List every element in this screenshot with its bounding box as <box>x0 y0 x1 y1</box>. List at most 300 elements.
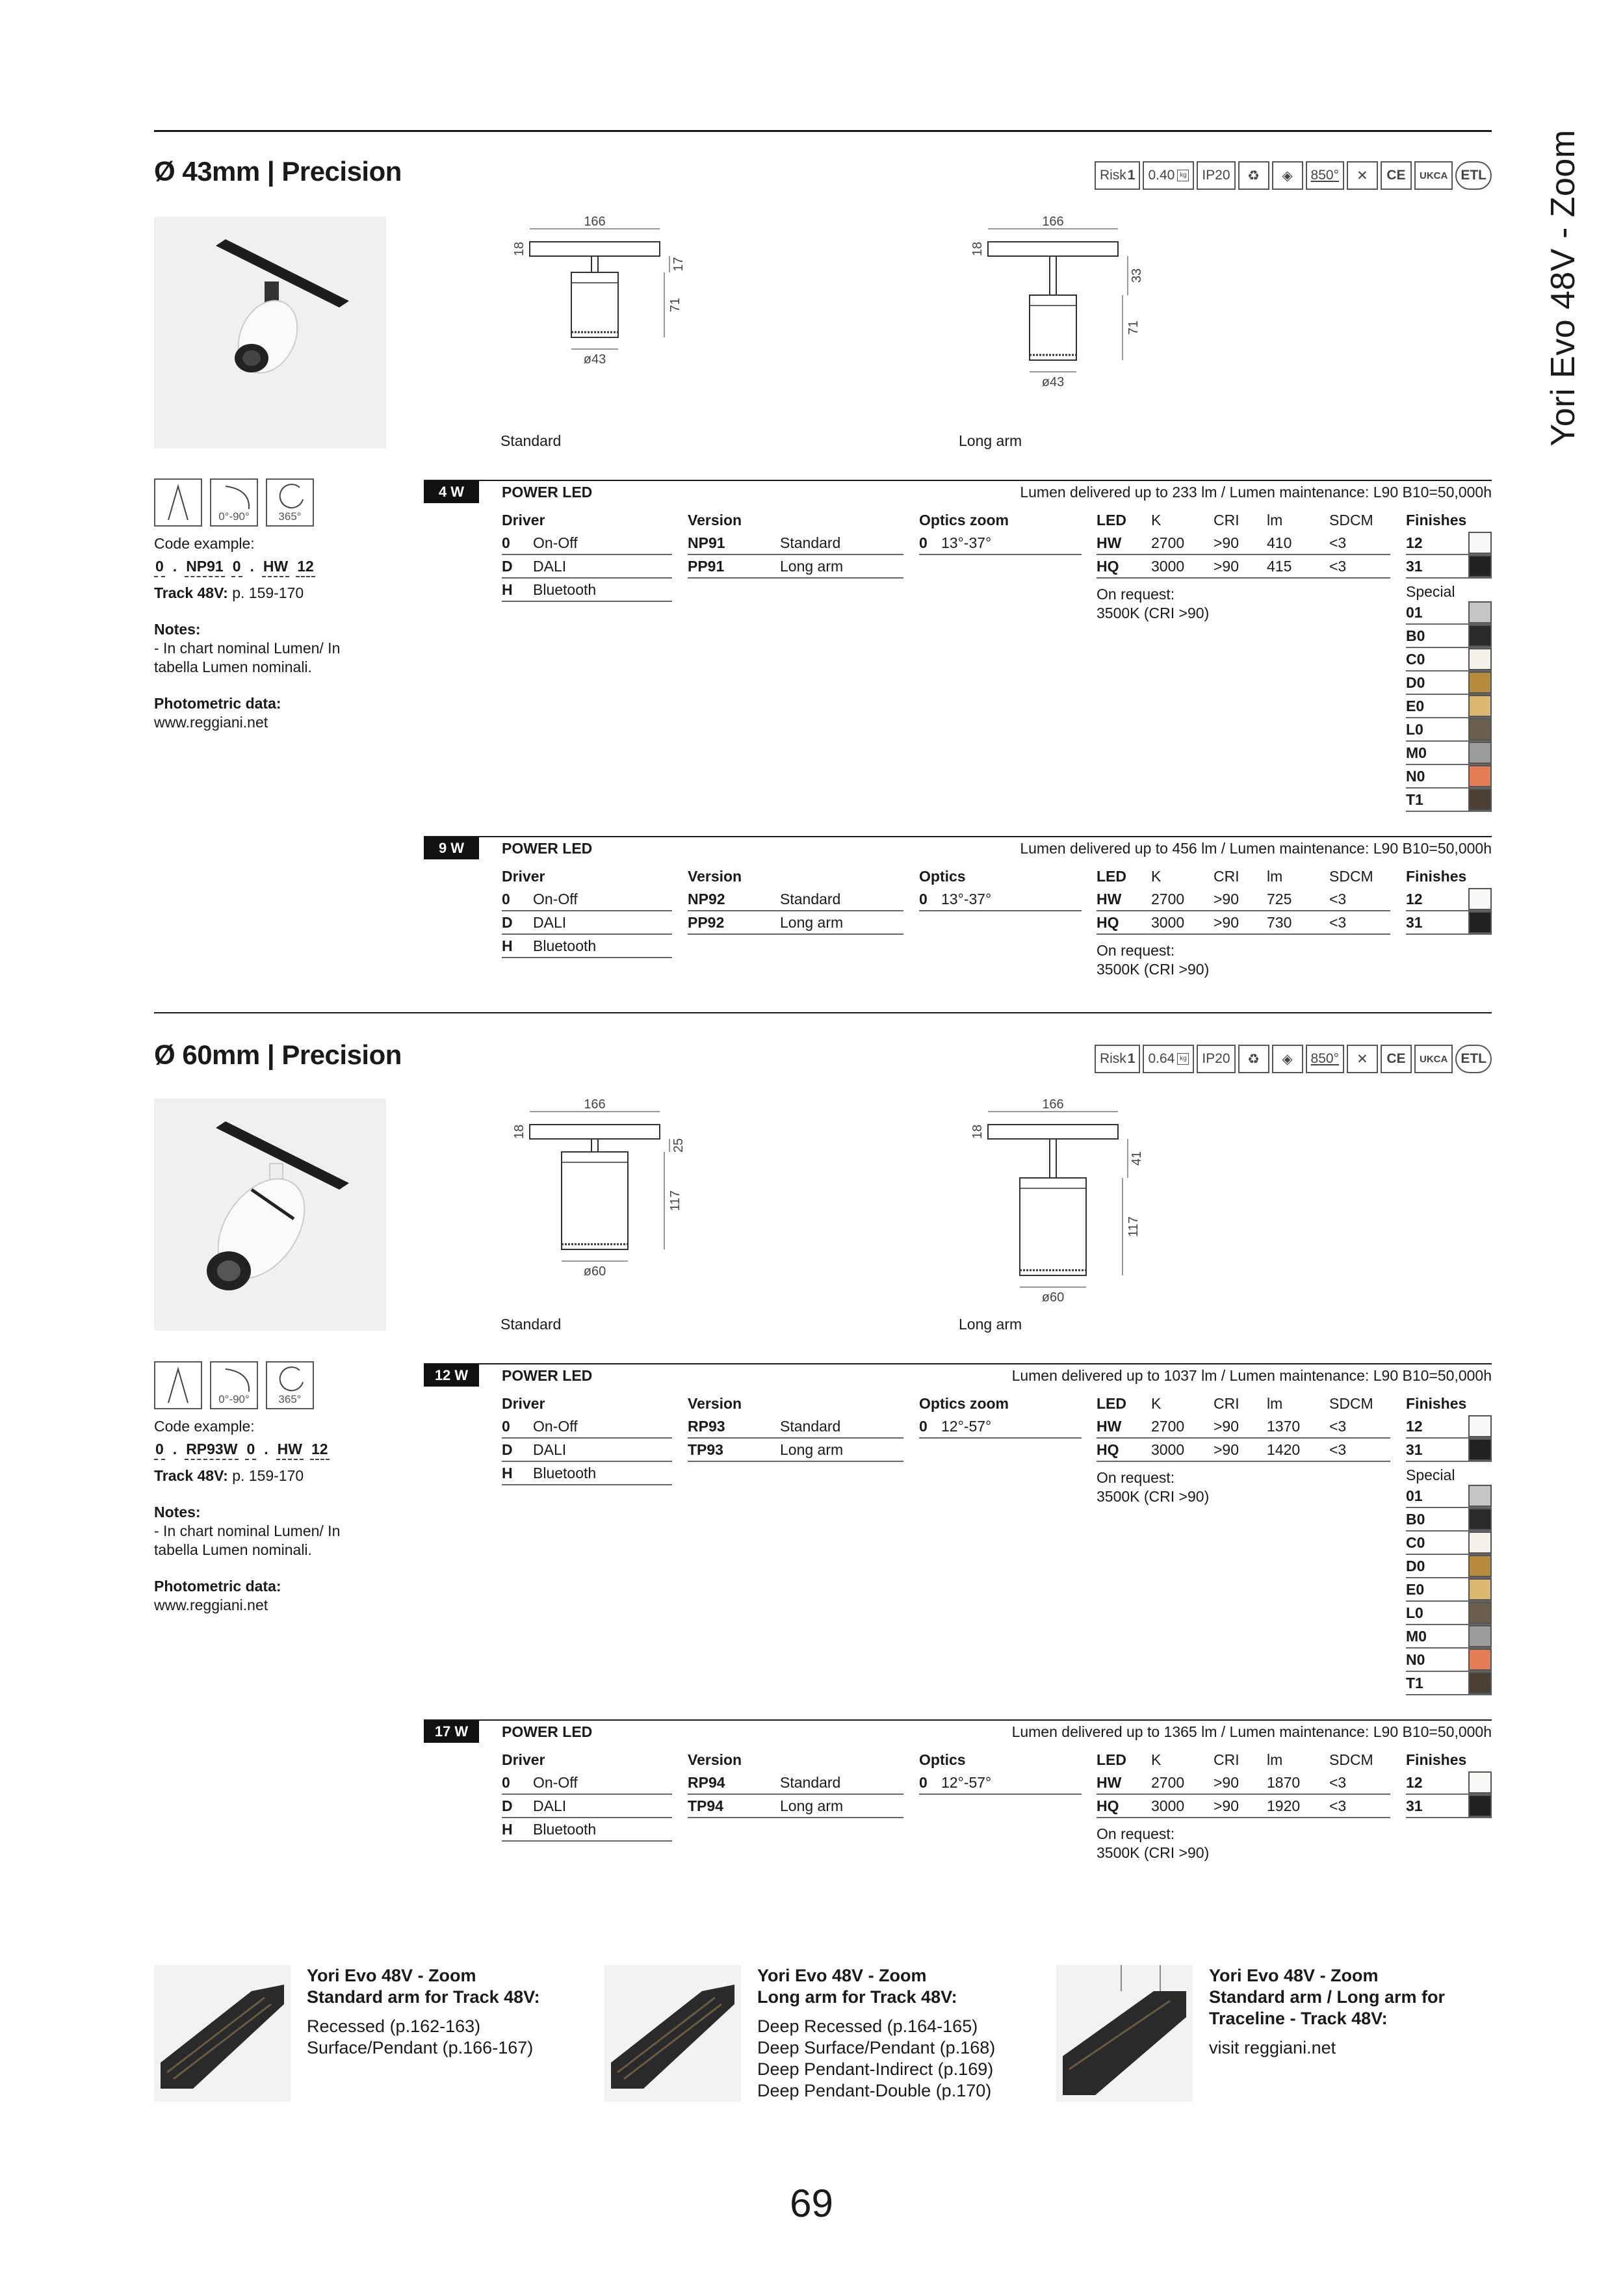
power-label: POWER LED <box>502 484 593 501</box>
special-finish-row <box>1406 672 1492 695</box>
led-cell: 1420 <box>1267 1441 1301 1458</box>
on-request-value: 3500K (CRI >90) <box>1097 1488 1210 1505</box>
driver-name: On-Off <box>533 534 578 551</box>
related-line: visit reggiani.net <box>1209 2038 1336 2057</box>
version-name: Long arm <box>780 1441 844 1458</box>
finish-row <box>1406 888 1492 911</box>
related-subtitle: Standard arm / Long arm for Traceline - Track 48V: <box>1209 1987 1446 2028</box>
recycle-icon: ♻ <box>1238 1045 1269 1073</box>
finish-code: E0 <box>1406 1581 1425 1598</box>
code-part: RP93W <box>185 1440 239 1460</box>
ip-badge: IP20 <box>1197 161 1235 190</box>
related-title: Yori Evo 48V - Zoom <box>757 1966 927 1985</box>
feature-symbols <box>154 478 314 527</box>
version-row <box>688 888 903 911</box>
finish-swatch <box>1468 555 1492 577</box>
optics-row <box>919 532 1082 555</box>
finish-swatch <box>1468 1602 1492 1624</box>
product-photo <box>154 216 386 449</box>
led-cell: 3000 <box>1151 914 1185 931</box>
version-name: Standard <box>780 1774 841 1791</box>
led-header-cell: CRI <box>1214 1395 1240 1412</box>
driver-row <box>502 1462 672 1485</box>
tilt-icon <box>210 478 258 527</box>
led-header-cell: LED <box>1097 1395 1126 1412</box>
dim-width: 166 <box>584 215 606 229</box>
driver-name: Bluetooth <box>533 1465 597 1481</box>
beam-icon <box>154 1361 202 1409</box>
finish-code: 01 <box>1406 1487 1423 1504</box>
led-header-cell: lm <box>1267 512 1283 528</box>
code-part: HW <box>262 557 289 577</box>
optics-column <box>919 508 1082 555</box>
version-code: RP94 <box>688 1774 725 1791</box>
led-cell: >90 <box>1214 914 1240 931</box>
special-label: Special <box>1406 583 1455 600</box>
led-cell: >90 <box>1214 891 1240 907</box>
driver-header: Driver <box>502 512 545 528</box>
power-band <box>424 480 1492 501</box>
version-code: PP92 <box>688 914 725 931</box>
related-text <box>1209 1965 1508 2059</box>
top-rule <box>154 130 1492 132</box>
driver-code: D <box>502 1797 513 1814</box>
driver-header: Driver <box>502 868 545 885</box>
special-finish-row <box>1406 1485 1492 1508</box>
driver-row <box>502 579 672 602</box>
finish-row <box>1406 555 1492 579</box>
driver-row <box>502 1771 672 1795</box>
risk-label: Risk <box>1099 168 1126 183</box>
version-name: Long arm <box>780 914 844 931</box>
no-insulation-icon: ✕ <box>1347 1045 1378 1073</box>
wattage-badge: 17 W <box>424 1721 479 1743</box>
driver-code: 0 <box>502 891 510 907</box>
finish-swatch <box>1468 625 1492 647</box>
led-cell: 3000 <box>1151 1441 1185 1458</box>
led-cell: 410 <box>1267 534 1292 551</box>
driver-name: DALI <box>533 558 567 575</box>
ce-mark: CE <box>1381 1045 1412 1073</box>
version-header: Version <box>688 512 742 528</box>
finish-code: 01 <box>1406 604 1423 621</box>
optics-angle: 12°-57° <box>941 1418 992 1435</box>
track-ref <box>154 584 375 603</box>
finish-row <box>1406 911 1492 935</box>
code-part: NP91 <box>185 557 225 577</box>
dim-diameter: ø60 <box>1041 1290 1065 1305</box>
driver-code: 0 <box>502 1774 510 1791</box>
version-row <box>688 532 903 555</box>
led-cell: <3 <box>1329 558 1347 575</box>
on-request-label: On request: <box>1097 586 1175 603</box>
finish-code: T1 <box>1406 1675 1423 1691</box>
led-cell: 2700 <box>1151 534 1185 551</box>
special-finish-row <box>1406 1625 1492 1649</box>
dim-arm: 25 <box>671 1138 686 1153</box>
on-request-value: 3500K (CRI >90) <box>1097 961 1210 978</box>
track-thumbnail <box>154 1965 291 2102</box>
weight-badge <box>1143 1045 1194 1073</box>
photometric-label: Photometric data: <box>154 695 281 712</box>
version-column <box>688 1392 903 1462</box>
finishes-header: Finishes <box>1406 512 1467 528</box>
dim-arm: 17 <box>671 257 686 272</box>
led-cell: <3 <box>1329 891 1347 907</box>
version-code: NP91 <box>688 534 725 551</box>
power-band <box>424 1719 1492 1740</box>
related-subtitle: Standard arm for Track 48V: <box>307 1987 540 2007</box>
notes-text: - In chart nominal Lumen/ In tabella Lumen nominali. <box>154 640 341 675</box>
optics-header: Optics zoom <box>919 1395 1009 1412</box>
dim-head: 18 <box>970 241 985 257</box>
risk-label: Risk <box>1099 1051 1126 1066</box>
optics-column <box>919 865 1082 911</box>
on-request-label: On request: <box>1097 1469 1175 1486</box>
ukca-mark: UKCA <box>1414 1045 1453 1073</box>
code-example <box>154 1440 375 1460</box>
track-thumbnail <box>604 1965 741 2102</box>
related-line: Deep Pendant-Indirect (p.169) <box>757 2059 994 2079</box>
finish-code: 12 <box>1406 534 1423 551</box>
finish-code: B0 <box>1406 627 1425 644</box>
feature-symbols <box>154 1361 314 1409</box>
finish-swatch <box>1468 1508 1492 1530</box>
rotate-caption: 365° <box>278 510 302 523</box>
related-title: Yori Evo 48V - Zoom <box>307 1966 476 1985</box>
version-name: Long arm <box>780 558 844 575</box>
driver-row <box>502 532 672 555</box>
dim-arm: 41 <box>1130 1151 1144 1166</box>
code-example <box>154 557 375 577</box>
track-label: Track 48V: <box>154 1467 228 1484</box>
section-title: Ø 60mm | Precision <box>154 1039 402 1070</box>
drawing-caption: Long arm <box>959 1316 1022 1333</box>
finish-swatch <box>1468 1415 1492 1437</box>
led-header-cell: LED <box>1097 512 1126 528</box>
track-pages: p. 159-170 <box>232 1467 304 1484</box>
weight-value: 0.64 <box>1148 1051 1175 1066</box>
driver-name: DALI <box>533 1797 567 1814</box>
weight-value: 0.40 <box>1148 168 1175 183</box>
finish-code: B0 <box>1406 1511 1425 1528</box>
led-cell: HQ <box>1097 1797 1119 1814</box>
related-product-2 <box>604 1965 1053 2121</box>
notes-label: Notes: <box>154 621 201 638</box>
code-part: 0 <box>231 557 242 577</box>
dim-head: 18 <box>512 1124 526 1140</box>
version-row <box>688 1771 903 1795</box>
special-finish-row <box>1406 601 1492 625</box>
led-row <box>1097 1415 1390 1439</box>
certification-badges <box>1095 161 1492 190</box>
led-cell: 725 <box>1267 891 1292 907</box>
led-cell: >90 <box>1214 1774 1240 1791</box>
driver-column <box>502 508 672 602</box>
version-header: Version <box>688 1751 742 1768</box>
power-band <box>424 836 1492 857</box>
led-column <box>1097 508 1390 623</box>
optics-angle: 12°-57° <box>941 1774 992 1791</box>
version-code: NP92 <box>688 891 725 907</box>
special-finish-row <box>1406 695 1492 718</box>
optics-code: 0 <box>919 891 928 907</box>
led-header-cell: SDCM <box>1329 1751 1373 1768</box>
special-finish-row <box>1406 765 1492 789</box>
related-product-3 <box>1056 1965 1505 2121</box>
led-cell: HW <box>1097 1774 1122 1791</box>
optics-row <box>919 888 1082 911</box>
related-line: Deep Pendant-Double (p.170) <box>757 2081 992 2100</box>
driver-row <box>502 1818 672 1842</box>
ip-badge: IP20 <box>1197 1045 1235 1073</box>
dim-width: 166 <box>1042 215 1064 229</box>
led-header-cell: K <box>1151 1751 1162 1768</box>
optics-row <box>919 1771 1082 1795</box>
led-header-cell: SDCM <box>1329 512 1373 528</box>
version-column <box>688 508 903 579</box>
finish-code: T1 <box>1406 791 1423 808</box>
finishes-header: Finishes <box>1406 1395 1467 1412</box>
track-ref <box>154 1467 375 1485</box>
led-header-row <box>1097 865 1390 888</box>
version-header: Version <box>688 1395 742 1412</box>
code-example-label: Code example: <box>154 535 255 552</box>
on-request-value: 3500K (CRI >90) <box>1097 605 1210 621</box>
ce-mark: CE <box>1381 161 1412 190</box>
finishes-header: Finishes <box>1406 868 1467 885</box>
risk-badge <box>1095 161 1141 190</box>
technical-drawing-standard <box>494 1091 689 1279</box>
weight-icon: kg <box>1177 1053 1189 1065</box>
finish-code: M0 <box>1406 1628 1427 1645</box>
glow-wire-badge: 850° <box>1306 1045 1344 1073</box>
led-header-row <box>1097 508 1390 532</box>
driver-header: Driver <box>502 1751 545 1768</box>
version-header: Version <box>688 868 742 885</box>
driver-name: On-Off <box>533 1418 578 1435</box>
related-product-1 <box>154 1965 603 2121</box>
led-cell: <3 <box>1329 1797 1347 1814</box>
led-row <box>1097 532 1390 555</box>
driver-name: DALI <box>533 1441 567 1458</box>
led-row <box>1097 1795 1390 1818</box>
version-name: Standard <box>780 534 841 551</box>
dim-body: 71 <box>1126 320 1141 335</box>
special-label: Special <box>1406 1467 1455 1483</box>
dim-body: 117 <box>668 1190 682 1211</box>
finish-code: 31 <box>1406 558 1423 575</box>
led-cell: <3 <box>1329 1418 1347 1435</box>
finish-code: L0 <box>1406 721 1423 738</box>
dim-width: 166 <box>1042 1097 1064 1112</box>
driver-code: H <box>502 937 513 954</box>
finish-swatch <box>1468 718 1492 740</box>
driver-column <box>502 1392 672 1485</box>
driver-code: D <box>502 914 513 931</box>
related-line: Deep Surface/Pendant (p.168) <box>757 2038 996 2057</box>
power-label: POWER LED <box>502 1723 593 1740</box>
lumen-info: Lumen delivered up to 233 lm / Lumen maintenance: L90 B10=50,000h <box>1020 484 1492 501</box>
driver-column <box>502 1748 672 1842</box>
led-cell: <3 <box>1329 1774 1347 1791</box>
finish-swatch <box>1468 911 1492 933</box>
no-insulation-icon: ✕ <box>1347 161 1378 190</box>
driver-code: H <box>502 1821 513 1838</box>
version-code: TP93 <box>688 1441 723 1458</box>
driver-row <box>502 555 672 579</box>
finish-swatch <box>1468 1439 1492 1461</box>
optics-code: 0 <box>919 534 928 551</box>
optics-column <box>919 1748 1082 1795</box>
code-part: . <box>264 1441 268 1457</box>
led-column <box>1097 1392 1390 1506</box>
related-line: Surface/Pendant (p.166-167) <box>307 2038 534 2057</box>
special-finish-row <box>1406 1578 1492 1602</box>
special-finish-row <box>1406 1649 1492 1672</box>
optics-angle: 13°-37° <box>941 891 992 907</box>
side-info <box>154 534 375 732</box>
etl-mark: ETL <box>1455 1045 1492 1073</box>
led-header-cell: SDCM <box>1329 868 1373 885</box>
led-header-cell: K <box>1151 1395 1162 1412</box>
optics-code: 0 <box>919 1774 928 1791</box>
special-finish-row <box>1406 1508 1492 1532</box>
section-title: Ø 43mm | Precision <box>154 156 402 187</box>
technical-drawing-standard <box>494 208 689 367</box>
finish-row <box>1406 532 1492 555</box>
related-text <box>757 1965 1056 2102</box>
finishes-column <box>1406 1748 1492 1818</box>
notes-label: Notes: <box>154 1504 201 1520</box>
driver-code: D <box>502 558 513 575</box>
lumen-info: Lumen delivered up to 1365 lm / Lumen maintenance: L90 B10=50,000h <box>1011 1723 1492 1740</box>
finish-code: D0 <box>1406 1558 1425 1574</box>
finish-code: 12 <box>1406 1418 1423 1435</box>
dim-arm: 33 <box>1130 268 1144 283</box>
version-row <box>688 555 903 579</box>
finish-swatch <box>1468 1649 1492 1671</box>
side-title: Yori Evo 48V - Zoom <box>1544 129 1582 447</box>
led-cell: HQ <box>1097 558 1119 575</box>
dim-diameter: ø43 <box>1041 375 1065 389</box>
finish-swatch <box>1468 601 1492 623</box>
special-finish-row <box>1406 1532 1492 1555</box>
finish-swatch <box>1468 1485 1492 1507</box>
on-request-value: 3500K (CRI >90) <box>1097 1844 1210 1861</box>
version-name: Standard <box>780 1418 841 1435</box>
led-header-cell: CRI <box>1214 512 1240 528</box>
driver-row <box>502 1439 672 1462</box>
led-cell: >90 <box>1214 1418 1240 1435</box>
dim-head: 18 <box>970 1124 985 1140</box>
led-cell: HQ <box>1097 1441 1119 1458</box>
driver-code: H <box>502 1465 513 1481</box>
finish-code: 12 <box>1406 891 1423 907</box>
driver-code: 0 <box>502 534 510 551</box>
related-line: Deep Recessed (p.164-165) <box>757 2016 978 2036</box>
finish-swatch <box>1468 1771 1492 1794</box>
finish-swatch <box>1468 1532 1492 1554</box>
wattage-badge: 4 W <box>424 481 479 503</box>
tilt-caption: 0°-90° <box>218 510 250 523</box>
finish-code: 31 <box>1406 914 1423 931</box>
driver-name: DALI <box>533 914 567 931</box>
code-part: . <box>172 558 177 575</box>
led-cell: <3 <box>1329 534 1347 551</box>
finish-code: N0 <box>1406 1651 1425 1668</box>
led-cell: 2700 <box>1151 1418 1185 1435</box>
finish-row <box>1406 1795 1492 1818</box>
finish-code: C0 <box>1406 1534 1425 1551</box>
finish-swatch <box>1468 789 1492 811</box>
version-row <box>688 1795 903 1818</box>
finish-swatch <box>1468 532 1492 554</box>
finish-swatch <box>1468 1795 1492 1817</box>
special-finish-row <box>1406 789 1492 812</box>
led-cell: >90 <box>1214 534 1240 551</box>
led-header-row <box>1097 1392 1390 1415</box>
driver-name: Bluetooth <box>533 1821 597 1838</box>
led-header-cell: CRI <box>1214 1751 1240 1768</box>
led-cell: 3000 <box>1151 1797 1185 1814</box>
class-iii-icon: ◈ <box>1272 1045 1303 1073</box>
on-request-label: On request: <box>1097 942 1175 959</box>
beam-icon <box>154 478 202 527</box>
certification-badges <box>1095 1045 1492 1073</box>
dim-diameter: ø43 <box>583 352 606 367</box>
power-band <box>424 1363 1492 1384</box>
driver-name: Bluetooth <box>533 937 597 954</box>
led-header-cell: CRI <box>1214 868 1240 885</box>
special-finish-row <box>1406 742 1492 765</box>
version-column <box>688 1748 903 1818</box>
code-part: 0 <box>245 1440 256 1460</box>
finish-swatch <box>1468 888 1492 910</box>
driver-row <box>502 888 672 911</box>
led-row <box>1097 1771 1390 1795</box>
power-label: POWER LED <box>502 1367 593 1384</box>
finish-swatch <box>1468 765 1492 787</box>
led-cell: HQ <box>1097 914 1119 931</box>
led-header-row <box>1097 1748 1390 1771</box>
special-finish-row <box>1406 718 1492 742</box>
driver-code: D <box>502 1441 513 1458</box>
related-title: Yori Evo 48V - Zoom <box>1209 1966 1379 1985</box>
led-cell: >90 <box>1214 558 1240 575</box>
dim-diameter: ø60 <box>583 1264 606 1279</box>
led-header-cell: K <box>1151 868 1162 885</box>
driver-row <box>502 1795 672 1818</box>
led-cell: <3 <box>1329 914 1347 931</box>
led-row <box>1097 1439 1390 1462</box>
version-row <box>688 911 903 935</box>
driver-header: Driver <box>502 1395 545 1412</box>
finish-swatch <box>1468 1578 1492 1600</box>
driver-name: On-Off <box>533 891 578 907</box>
rotate-icon <box>266 478 314 527</box>
photometric-url: www.reggiani.net <box>154 1597 268 1613</box>
drawing-caption: Standard <box>500 1316 562 1333</box>
finish-code: 12 <box>1406 1774 1423 1791</box>
finish-swatch <box>1468 1555 1492 1577</box>
driver-name: On-Off <box>533 1774 578 1791</box>
optics-code: 0 <box>919 1418 928 1435</box>
finish-row <box>1406 1771 1492 1795</box>
finish-code: N0 <box>1406 768 1425 785</box>
finishes-column <box>1406 865 1492 935</box>
etl-mark: ETL <box>1455 161 1492 190</box>
